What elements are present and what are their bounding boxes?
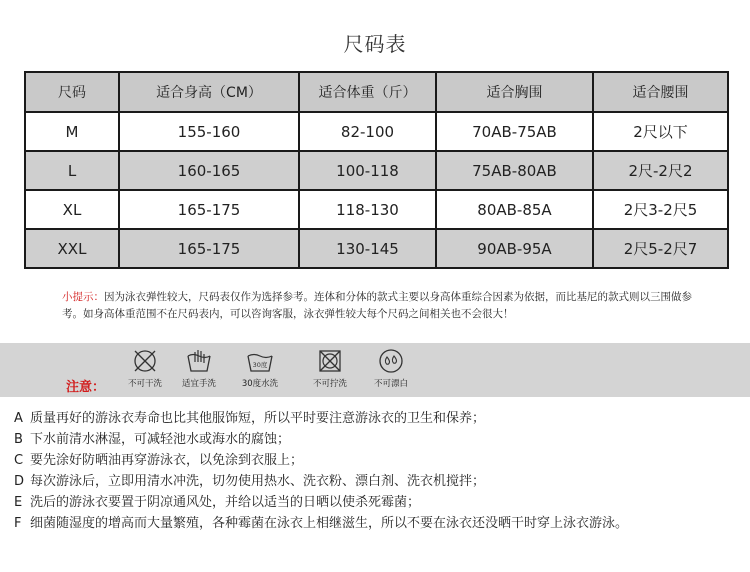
note-text: 下水前清水淋湿，可减轻池水或海水的腐蚀；	[30, 432, 291, 447]
note-text: 细菌随湿度的增高而大量繁殖，各种霉菌在泳衣上相继滋生，所以不要在泳衣还没晒干时穿上泳衣游泳。	[30, 516, 629, 531]
cell-waist: 2尺以下	[593, 112, 728, 151]
care-item-no-bleach	[359, 347, 423, 389]
note-letter: B	[14, 432, 23, 447]
tip-label: 小提示：	[62, 291, 104, 303]
note-text: 每次游泳后，立即用清水冲洗，切勿使用热水、洗衣粉、漂白剂、洗衣机搅拌；	[30, 474, 486, 489]
cell-size: XXL	[25, 229, 119, 268]
table-row	[25, 229, 728, 268]
cell-height: 165-175	[119, 190, 299, 229]
no-tumble-dry-icon	[316, 347, 344, 375]
cell-bust: 70AB-75AB	[436, 112, 593, 151]
tip-text: 因为泳衣弹性较大，尺码表仅作为选择参考。连体和分体的款式主要以身高体重综合因素为依据，而比基尼的款式则以三围做参考。如身高体重范围不在尺码表内，可以咨询客服，泳衣弹性较大每个尺码之间相关也不会很大！	[62, 291, 692, 320]
column-header-size: 尺码	[25, 72, 119, 112]
cell-weight: 118-130	[299, 190, 436, 229]
list-item	[14, 513, 744, 534]
care-label: 适宜手洗	[181, 379, 216, 389]
size-chart-table	[24, 71, 729, 269]
column-header-bust: 适合胸围	[436, 72, 593, 112]
note-letter: F	[14, 516, 22, 531]
list-item	[14, 492, 744, 513]
cell-bust: 75AB-80AB	[436, 151, 593, 190]
no-dry-clean-icon	[131, 347, 159, 375]
note-text: 质量再好的游泳衣寿命也比其他服饰短，所以平时要注意游泳衣的卫生和保养；	[30, 411, 486, 426]
cell-height: 155-160	[119, 112, 299, 151]
table-header-row	[25, 72, 728, 112]
list-item	[14, 408, 744, 429]
column-header-height: 适合身高（CM）	[119, 72, 299, 112]
note-text: 洗后的游泳衣要置于阴凉通风处，并给以适当的日晒以使杀死霉菌；	[30, 495, 421, 510]
cell-waist: 2尺3-2尺5	[593, 190, 728, 229]
cell-size: M	[25, 112, 119, 151]
note-letter: C	[14, 453, 24, 468]
page-title: 尺码表	[343, 32, 407, 56]
note-letter: A	[14, 411, 23, 426]
note-letter: D	[14, 474, 25, 489]
table-row	[25, 112, 728, 151]
column-header-waist: 适合腰围	[593, 72, 728, 112]
care-item-hand-wash	[167, 347, 231, 389]
care-label: 不可拧洗	[312, 379, 347, 389]
care-notes-list	[14, 408, 744, 534]
notice-label: 注意：	[66, 380, 106, 395]
care-label: 不可干洗	[127, 379, 162, 389]
note-letter: E	[14, 495, 23, 510]
cell-size: XL	[25, 190, 119, 229]
list-item	[14, 450, 744, 471]
wash-temperature: 30度	[252, 361, 268, 369]
tip-paragraph	[62, 289, 702, 323]
cell-size: L	[25, 151, 119, 190]
hand-wash-icon	[185, 347, 213, 375]
table-row	[25, 151, 728, 190]
cell-height: 160-165	[119, 151, 299, 190]
list-item	[14, 429, 744, 450]
care-item-no-tumble-dry	[298, 347, 362, 389]
cell-weight: 130-145	[299, 229, 436, 268]
care-item-wash-30	[228, 347, 292, 389]
list-item	[14, 471, 744, 492]
cell-waist: 2尺-2尺2	[593, 151, 728, 190]
care-label: 30度水洗	[241, 379, 279, 389]
column-header-weight: 适合体重（斤）	[299, 72, 436, 112]
no-bleach-icon	[377, 347, 405, 375]
cell-bust: 80AB-85A	[436, 190, 593, 229]
cell-height: 165-175	[119, 229, 299, 268]
cell-waist: 2尺5-2尺7	[593, 229, 728, 268]
cell-bust: 90AB-95A	[436, 229, 593, 268]
cell-weight: 82-100	[299, 112, 436, 151]
wash-30-icon	[245, 347, 275, 375]
note-text: 要先涂好防晒油再穿游泳衣，以免涂到衣服上；	[30, 453, 304, 468]
cell-weight: 100-118	[299, 151, 436, 190]
table-row	[25, 190, 728, 229]
care-label: 不可漂白	[373, 379, 408, 389]
